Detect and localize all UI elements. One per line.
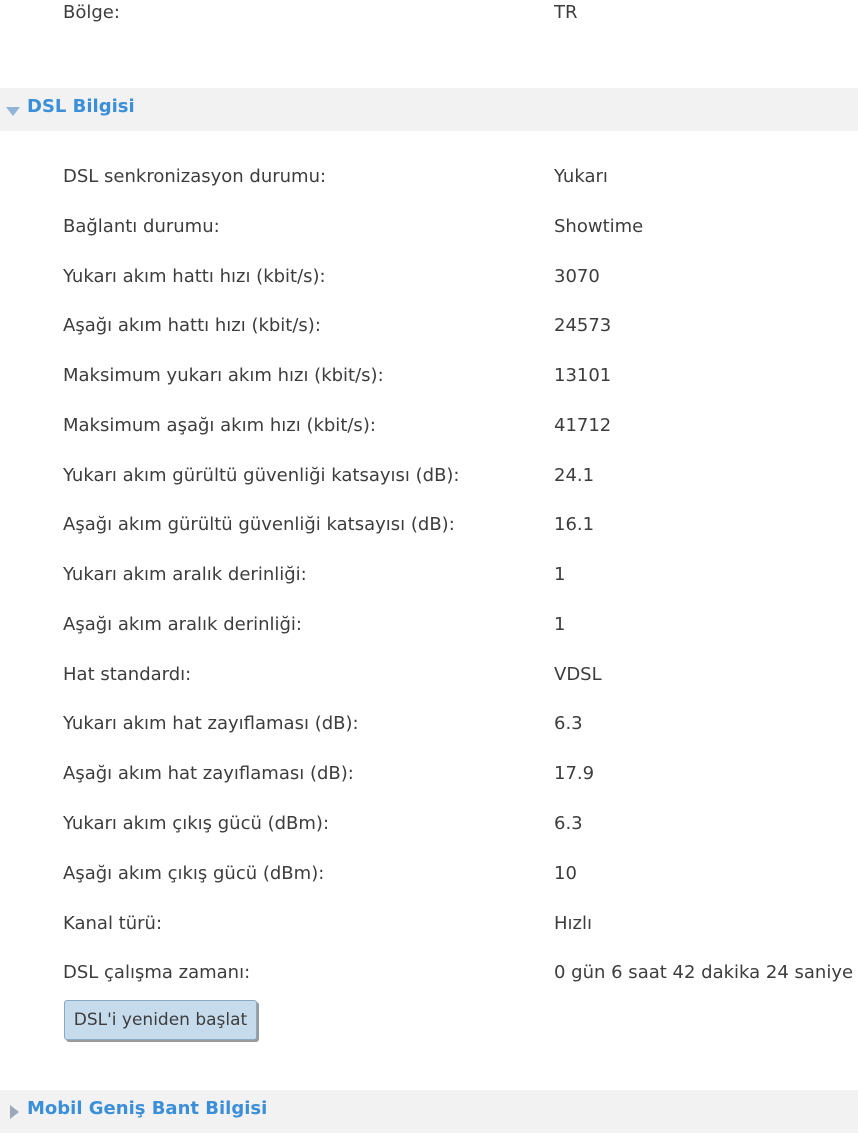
max-upstream-rate-value: 13101 bbox=[554, 365, 612, 386]
upstream-rate-row bbox=[0, 252, 858, 302]
expand-arrow-right-icon bbox=[10, 1105, 19, 1119]
downstream-rate-value: 24573 bbox=[554, 315, 612, 336]
downstream-interleave-depth-label: Aşağı akım aralık derinliği: bbox=[63, 614, 302, 635]
line-standard-value: VDSL bbox=[554, 664, 602, 685]
downstream-output-power-row bbox=[0, 849, 858, 899]
upstream-snr-margin-label: Yukarı akım gürültü güvenliği katsayısı (dB): bbox=[63, 465, 460, 486]
region-label: Bölge: bbox=[63, 2, 120, 23]
upstream-snr-margin-row bbox=[0, 451, 858, 501]
dsl-sync-status-row bbox=[0, 152, 858, 202]
max-upstream-rate-label: Maksimum yukarı akım hızı (kbit/s): bbox=[63, 365, 384, 386]
upstream-output-power-label: Yukarı akım çıkış gücü (dBm): bbox=[63, 813, 330, 834]
downstream-output-power-label: Aşağı akım çıkış gücü (dBm): bbox=[63, 863, 325, 884]
connection-status-row bbox=[0, 202, 858, 252]
upstream-attenuation-row bbox=[0, 699, 858, 749]
upstream-rate-label: Yukarı akım hattı hızı (kbit/s): bbox=[63, 266, 326, 287]
dsl-section-header[interactable] bbox=[0, 88, 858, 131]
downstream-snr-margin-label: Aşağı akım gürültü güvenliği katsayısı (dB): bbox=[63, 514, 455, 535]
downstream-rate-row bbox=[0, 301, 858, 351]
downstream-attenuation-value: 17.9 bbox=[554, 763, 595, 784]
upstream-interleave-depth-row bbox=[0, 550, 858, 600]
dsl-uptime-label: DSL çalışma zamanı: bbox=[63, 962, 251, 983]
connection-status-label: Bağlantı durumu: bbox=[63, 216, 220, 237]
dsl-uptime-row bbox=[0, 948, 858, 998]
dsl-uptime-value: 0 gün 6 saat 42 dakika 24 saniye bbox=[554, 962, 854, 983]
downstream-snr-margin-value: 16.1 bbox=[554, 514, 595, 535]
upstream-interleave-depth-value: 1 bbox=[554, 564, 566, 585]
region-row bbox=[0, 0, 858, 38]
downstream-attenuation-label: Aşağı akım hat zayıflaması (dB): bbox=[63, 763, 354, 784]
max-downstream-rate-row bbox=[0, 401, 858, 451]
max-downstream-rate-label: Maksimum aşağı akım hızı (kbit/s): bbox=[63, 415, 376, 436]
upstream-interleave-depth-label: Yukarı akım aralık derinliği: bbox=[63, 564, 307, 585]
downstream-interleave-depth-row bbox=[0, 600, 858, 650]
upstream-output-power-value: 6.3 bbox=[554, 813, 583, 834]
upstream-attenuation-value: 6.3 bbox=[554, 713, 583, 734]
dsl-sync-status-value: Yukarı bbox=[554, 166, 608, 187]
region-value: TR bbox=[554, 2, 578, 23]
upstream-rate-value: 3070 bbox=[554, 266, 600, 287]
max-upstream-rate-row bbox=[0, 351, 858, 401]
upstream-snr-margin-value: 24.1 bbox=[554, 465, 595, 486]
downstream-interleave-depth-value: 1 bbox=[554, 614, 566, 635]
restart-dsl-button[interactable]: DSL'i yeniden başlat bbox=[64, 1000, 257, 1040]
mobile-broadband-section-title[interactable]: Mobil Geniş Bant Bilgisi bbox=[27, 1098, 268, 1119]
downstream-attenuation-row bbox=[0, 749, 858, 799]
line-standard-label: Hat standardı: bbox=[63, 664, 192, 685]
dsl-sync-status-label: DSL senkronizasyon durumu: bbox=[63, 166, 327, 187]
mobile-broadband-section-header[interactable] bbox=[0, 1090, 858, 1133]
channel-type-value: Hızlı bbox=[554, 913, 592, 934]
max-downstream-rate-value: 41712 bbox=[554, 415, 612, 436]
downstream-snr-margin-row bbox=[0, 500, 858, 550]
channel-type-label: Kanal türü: bbox=[63, 913, 163, 934]
expand-arrow-down-icon bbox=[6, 107, 20, 116]
connection-status-value: Showtime bbox=[554, 216, 644, 237]
downstream-output-power-value: 10 bbox=[554, 863, 577, 884]
dsl-section-title[interactable]: DSL Bilgisi bbox=[27, 96, 135, 117]
channel-type-row bbox=[0, 899, 858, 949]
upstream-output-power-row bbox=[0, 799, 858, 849]
upstream-attenuation-label: Yukarı akım hat zayıflaması (dB): bbox=[63, 713, 359, 734]
line-standard-row bbox=[0, 650, 858, 700]
downstream-rate-label: Aşağı akım hattı hızı (kbit/s): bbox=[63, 315, 321, 336]
